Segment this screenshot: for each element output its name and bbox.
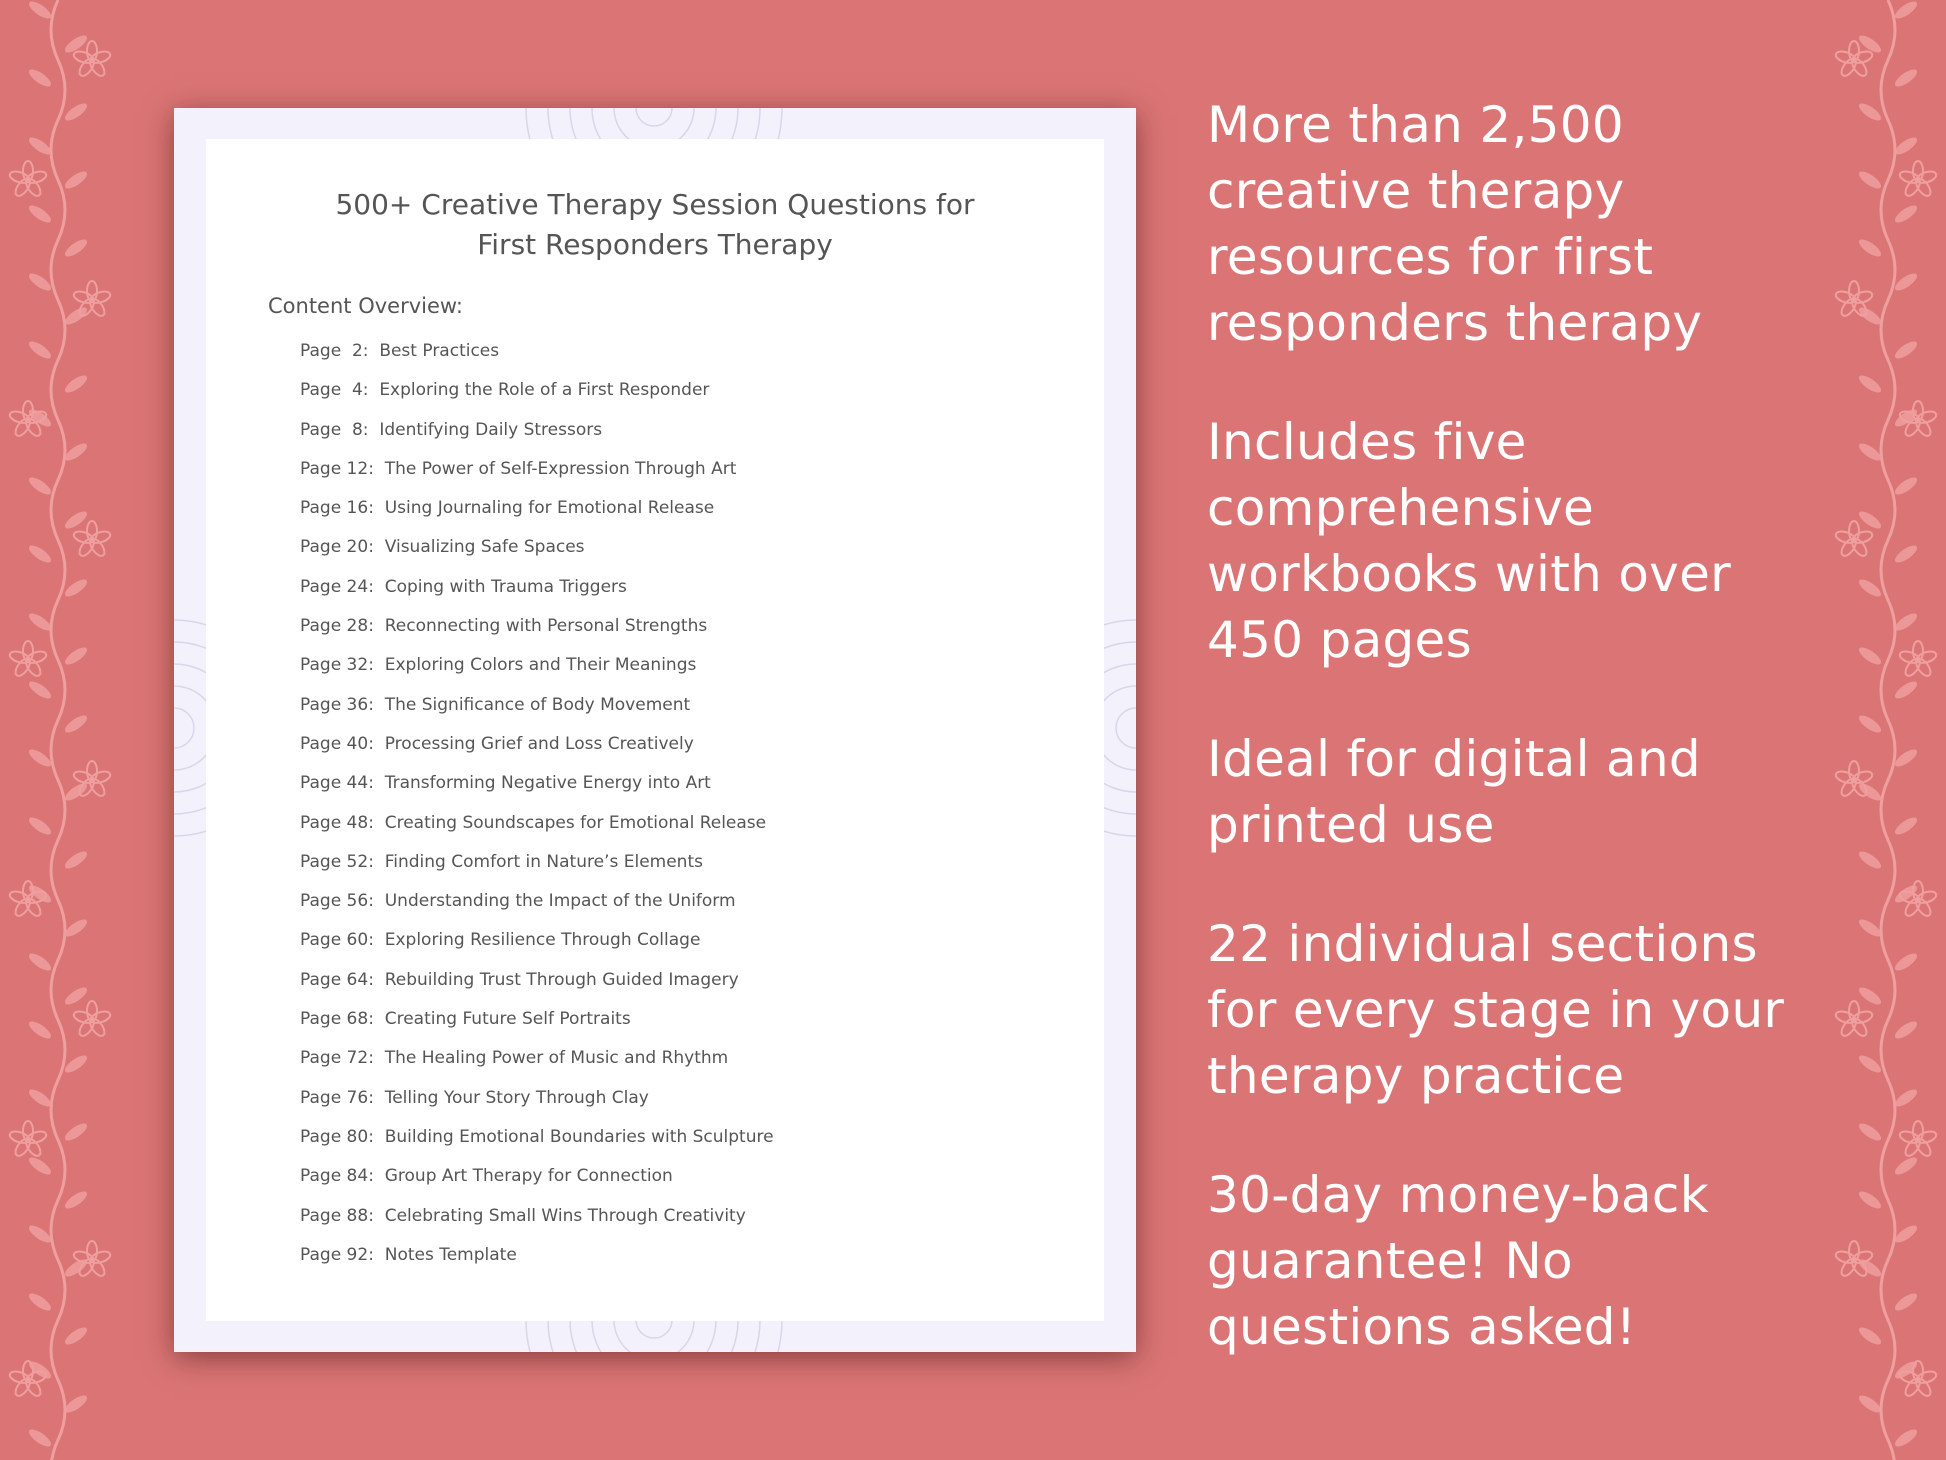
content-overview-label: Content Overview:: [268, 294, 463, 318]
feature-line: questions asked!: [1207, 1298, 1637, 1356]
toc-item: Page 88: Celebrating Small Wins Through Creativity: [300, 1205, 746, 1226]
feature-line: printed use: [1207, 796, 1495, 854]
feature-line: therapy practice: [1207, 1047, 1625, 1105]
feature-line: comprehensive: [1207, 479, 1595, 537]
document-title: [206, 185, 1104, 265]
mandala-ornament-top: [504, 108, 804, 140]
feature-item: [1207, 726, 1907, 858]
toc-item: Page 52: Finding Comfort in Nature’s Elements: [300, 851, 703, 872]
toc-item: Page 36: The Significance of Body Movement: [300, 694, 691, 715]
document-title-line-1: 500+ Creative Therapy Session Questions for: [335, 188, 975, 221]
document-page: [206, 139, 1104, 1321]
mandala-ornament-bottom: [504, 1320, 804, 1352]
document-title-line-2: First Responders Therapy: [477, 228, 833, 261]
feature-line: Ideal for digital and: [1207, 730, 1701, 788]
toc-item: Page 48: Creating Soundscapes for Emotional Release: [300, 812, 767, 833]
toc-item: Page 40: Processing Grief and Loss Creatively: [300, 733, 694, 754]
toc-item: Page 2: Best Practices: [300, 341, 500, 361]
toc-item: Page 60: Exploring Resilience Through Collage: [300, 930, 701, 951]
toc-item: Page 76: Telling Your Story Through Clay: [300, 1087, 649, 1108]
feature-line: resources for first: [1207, 228, 1654, 286]
feature-line: for every stage in your: [1207, 981, 1785, 1039]
feature-item: [1207, 1162, 1907, 1360]
toc-item: Page 72: The Healing Power of Music and Rhythm: [300, 1048, 729, 1069]
toc-item: Page 8: Identifying Daily Stressors: [300, 419, 603, 440]
toc-item: Page 84: Group Art Therapy for Connection: [300, 1166, 673, 1187]
feature-line: creative therapy: [1207, 162, 1625, 220]
toc-item: Page 24: Coping with Trauma Triggers: [300, 576, 627, 597]
table-of-contents: [300, 341, 774, 1284]
feature-item: [1207, 409, 1907, 673]
feature-line: 450 pages: [1207, 611, 1472, 669]
feature-line: workbooks with over: [1207, 545, 1731, 603]
mandala-ornament-right: [1104, 608, 1136, 848]
toc-item: Page 80: Building Emotional Boundaries with Sculpture: [300, 1126, 774, 1147]
feature-line: responders therapy: [1207, 294, 1703, 352]
feature-line: guarantee! No: [1207, 1232, 1573, 1290]
toc-item: Page 4: Exploring the Role of a First Responder: [300, 380, 710, 401]
toc-item: Page 64: Rebuilding Trust Through Guided Imagery: [300, 969, 739, 990]
floral-vine-left: [0, 0, 130, 1460]
feature-list: [1207, 92, 1907, 1413]
feature-item: [1207, 92, 1907, 356]
feature-item: [1207, 911, 1907, 1109]
feature-line: More than 2,500: [1207, 96, 1624, 154]
feature-line: 22 individual sections: [1207, 915, 1758, 973]
document-preview: [174, 108, 1136, 1352]
feature-line: 30-day money-back: [1207, 1166, 1709, 1224]
toc-item: Page 16: Using Journaling for Emotional Release: [300, 498, 715, 519]
mandala-ornament-left: [174, 608, 206, 848]
toc-item: Page 32: Exploring Colors and Their Meanings: [300, 655, 697, 676]
toc-item: Page 20: Visualizing Safe Spaces: [300, 537, 585, 558]
toc-item: Page 92: Notes Template: [300, 1244, 517, 1265]
toc-item: Page 68: Creating Future Self Portraits: [300, 1009, 631, 1030]
toc-item: Page 56: Understanding the Impact of the Uniform: [300, 891, 736, 912]
toc-item: Page 12: The Power of Self-Expression Through Art: [300, 458, 737, 479]
feature-line: Includes five: [1207, 413, 1527, 471]
toc-item: Page 28: Reconnecting with Personal Strengths: [300, 616, 708, 637]
toc-item: Page 44: Transforming Negative Energy into Art: [300, 773, 711, 794]
